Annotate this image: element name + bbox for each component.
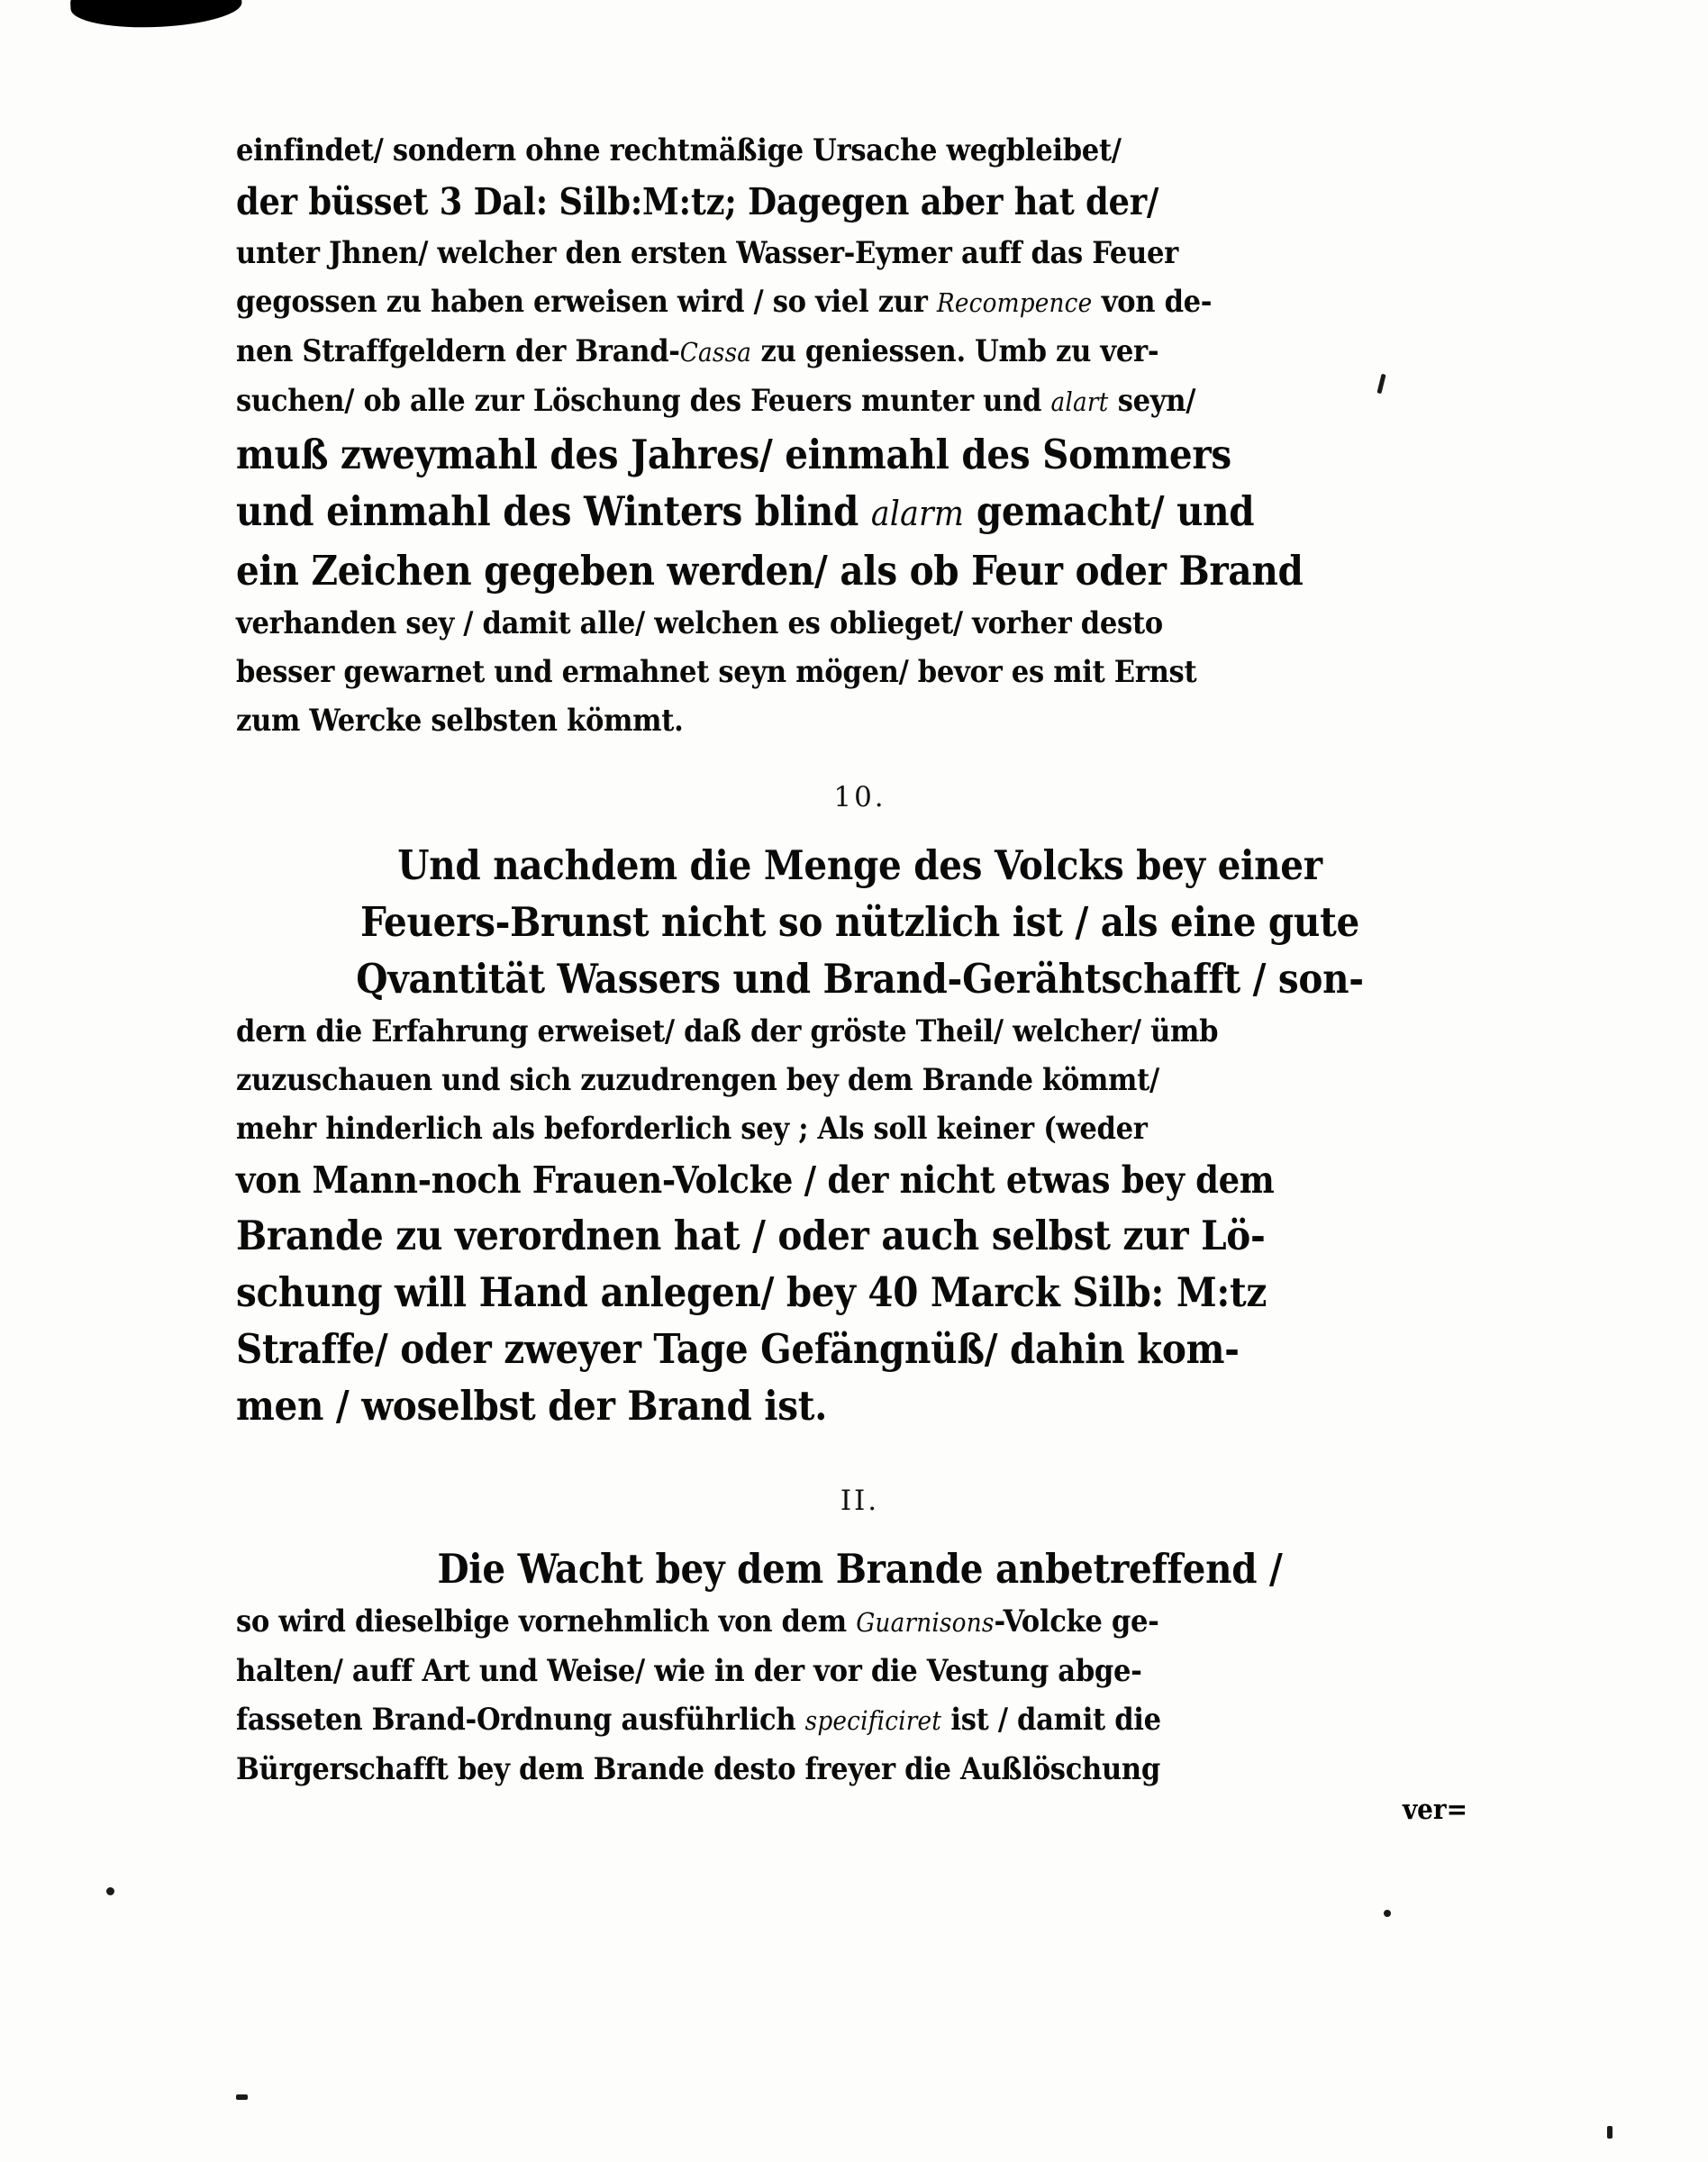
text-line: von Mann-noch Frauen-Volcke / der nicht etwas bey dem — [236, 1158, 1275, 1202]
text-line: men / woselbst der Brand ist. — [236, 1382, 827, 1430]
section-number-10: 10. — [833, 781, 886, 813]
text-line: nen Straffgeldern der Brand-Cassa zu geniessen. Umb zu ver- — [236, 333, 1159, 369]
speck — [1384, 1910, 1391, 1917]
speck — [1607, 2126, 1613, 2139]
section-10-body — [236, 837, 1484, 1434]
text-line: Bürgerschafft bey dem Brande desto freyer die Außlöschung — [236, 1751, 1160, 1787]
latin-italic-term: alarm — [870, 494, 965, 534]
text-line: fasseten Brand-Ordnung ausführlich specificiret ist / damit die — [236, 1702, 1161, 1738]
text-line: zum Wercke selbsten kömmt. — [236, 703, 684, 739]
spacer — [236, 813, 1484, 837]
spacer — [236, 745, 1484, 781]
text-line: muß zweymahl des Jahres/ einmahl des Sommers — [236, 431, 1231, 478]
text-line: Und nachdem die Menge des Volcks bey einer — [397, 841, 1322, 889]
speck — [106, 1887, 114, 1895]
latin-italic-term: Guarnisons — [856, 1607, 995, 1638]
text-line: so wird dieselbige vornehmlich von dem Guarnisons-Volcke ge- — [236, 1603, 1159, 1640]
spacer — [236, 1434, 1484, 1485]
text-line: zuzuschauen und sich zuzudrengen bey dem Brande kömmt/ — [236, 1062, 1159, 1098]
text-line: schung will Hand anlegen/ bey 40 Marck Silb: M:tz — [236, 1268, 1267, 1316]
text-line: Straffe/ oder zweyer Tage Gefängnüß/ dahin kom- — [236, 1325, 1240, 1373]
text-line: unter Jhnen/ welcher den ersten Wasser-Eymer auff das Feuer — [236, 235, 1178, 271]
text-line: Feuers-Brunst nicht so nützlich ist / als eine gute — [360, 898, 1359, 946]
paragraph-9-continued — [236, 126, 1484, 745]
text-line: Die Wacht bey dem Brande anbetreffend / — [437, 1545, 1283, 1593]
text-line: Brande zu verordnen hat / oder auch selbst zur Lö- — [236, 1212, 1266, 1259]
catchword: ver= — [1402, 1794, 1467, 1826]
text-line: verhanden sey / damit alle/ welchen es oblieget/ vorher desto — [236, 605, 1163, 641]
text-line: gegossen zu haben erweisen wird / so viel zur Recompence von de- — [236, 284, 1213, 320]
latin-italic-term: specificiret — [804, 1705, 942, 1736]
text-line: dern die Erfahrung erweiset/ daß der gröste Theil/ welcher/ ümb — [236, 1013, 1219, 1049]
text-line: und einmahl des Winters blind alarm gemacht/ und — [236, 487, 1255, 535]
spacer — [236, 1517, 1484, 1540]
latin-italic-term: Cassa — [679, 337, 752, 368]
text-line: Qvantität Wassers und Brand-Gerähtschafft / son- — [356, 955, 1364, 1003]
section-number-11: II. — [840, 1485, 880, 1517]
text-line: besser gewarnet und ermahnet seyn mögen/ bevor es mit Ernst — [236, 654, 1197, 690]
text-line: halten/ auff Art und Weise/ wie in der vor die Vestung abge- — [236, 1653, 1142, 1689]
speck — [236, 2094, 248, 2100]
text-line: mehr hinderlich als beforderlich sey ; Als soll keiner (weder — [236, 1111, 1148, 1147]
main-text-column — [236, 126, 1484, 1826]
text-line: der büsset 3 Dal: Silb:M:tz; Dagegen aber hat der/ — [236, 180, 1159, 223]
section-11-body — [236, 1540, 1484, 1794]
text-line: einfindet/ sondern ohne rechtmäßige Ursache wegbleibet/ — [236, 132, 1122, 168]
text-line: suchen/ ob alle zur Löschung des Feuers munter und alart seyn/ — [236, 383, 1196, 419]
text-line: ein Zeichen gegeben werden/ als ob Feur oder Brand — [236, 547, 1304, 595]
latin-italic-term: alart — [1050, 386, 1109, 417]
latin-italic-term: Recompence — [936, 287, 1093, 318]
